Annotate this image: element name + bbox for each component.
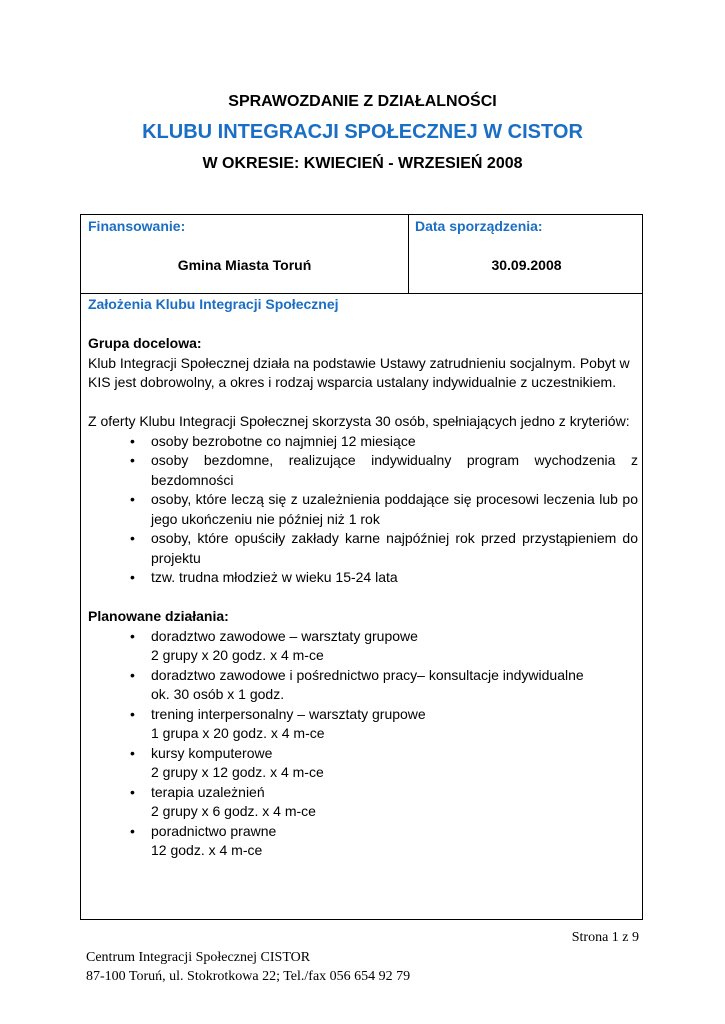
target-heading: Grupa docelowa: [88,335,202,351]
activities-list [88,627,638,861]
bullet-icon: • [130,569,135,585]
footer-organization [86,948,410,986]
target-text: Klub Integracji Społecznej działa na podstawie Ustawy zatrudnieniu socjalnym. Pobyt w KIS jest dobrowolny, a okres i rodzaj wsparcia ustalany indywidualnie z uczestnikiem. [88,354,630,390]
list-item: • osoby, które leczą się z uzależnienia poddające się procesowi leczenia lub po jego ukończeniu nie później niż 1 rok [130,491,638,527]
bullet-icon: • [130,783,135,800]
bullet-icon: • [130,705,135,722]
info-row [81,215,642,294]
date-label: Data sporządzenia: [415,218,543,234]
bullet-icon: • [130,432,135,449]
criteria-list [88,432,638,588]
bullet-icon: • [130,491,135,507]
list-item: • osoby, które opuściły zakłady karne najpóźniej rok przed przystąpieniem do projektu [130,530,638,566]
list-item: • doradztwo zawodowe – warsztaty grupowe 2 grupy x 20 godz. x 4 m-ce [130,627,418,663]
bullet-icon: • [130,822,135,839]
list-item: • trening interpersonalny – warsztaty grupowe 1 grupa x 20 godz. x 4 m-ce [130,705,426,741]
list-item: • doradztwo zawodowe i pośrednictwo pracy– konsultacje indywidualne ok. 30 osób x 1 godz. [130,666,584,702]
financing-value: Gmina Miasta Toruń [177,257,312,273]
section-title: Założenia Klubu Integracji Społecznej [88,296,339,312]
planned-heading: Planowane działania: [88,608,229,624]
financing-label: Finansowanie: [88,218,186,234]
list-item: • kursy komputerowe 2 grupy x 12 godz. x 4 m-ce [130,744,324,780]
list-item: • tzw. trudna młodzież w wieku 15-24 lata [88,568,638,588]
offer-text: Z oferty Klubu Integracji Społecznej skorzysta 30 osób, spełniających jedno z kryteriów: [88,413,630,429]
period-title: W OKRESIE: KWIECIEŃ - WRZESIEŃ 2008 [202,155,523,172]
page-number: Strona 1 z 9 [571,930,639,945]
org-name: Centrum Integracji Społecznej CISTOR [86,950,311,965]
bullet-icon: • [130,627,135,644]
list-item: • osoby bezdomne, realizujące indywidualny program wychodzenia z bezdomności [130,452,638,488]
column-divider [408,215,409,294]
club-title: KLUBU INTEGRACJI SPOŁECZNEJ W CISTOR [142,121,583,143]
bullet-icon: • [130,530,135,546]
bullet-icon: • [130,452,135,468]
report-title: SPRAWOZDANIE Z DZIAŁALNOŚCI [228,93,497,110]
list-item: • osoby bezrobotne co najmniej 12 miesiące [88,432,638,452]
bullet-icon: • [130,666,135,683]
content-cell [88,295,638,861]
date-value: 30.09.2008 [491,257,562,273]
org-address: 87-100 Toruń, ul. Stokrotkowa 22; Tel./fax 056 654 92 79 [86,969,411,984]
bullet-icon: • [130,744,135,761]
list-item: • terapia uzależnień 2 grupy x 6 godz. x 4 m-ce [130,783,316,819]
report-table [80,214,643,920]
list-item: • poradnictwo prawne 12 godz. x 4 m-ce [130,822,277,858]
